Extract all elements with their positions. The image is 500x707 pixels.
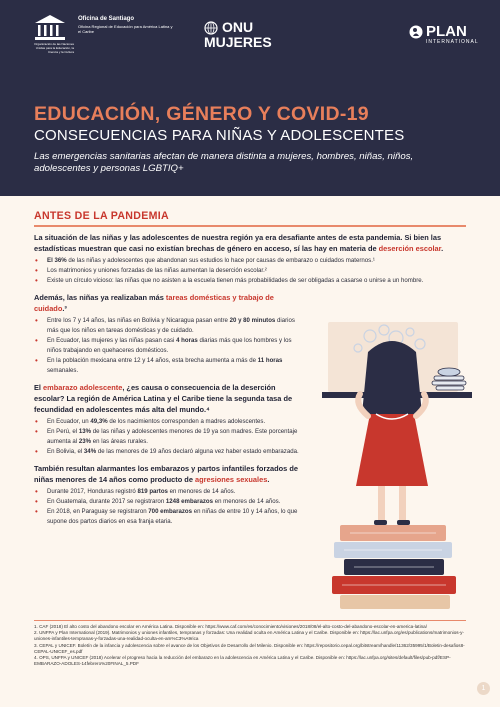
bullet-text: En Ecuador, un [47,418,91,425]
paragraph-3-text-end: , ¿es causa o consecuencia de la deserción escolar? La región de América Latina y el Caribe tiene la segunda tasa de fecundidad en adolescentes más alta del mundo.⁴ [34,383,293,414]
paragraph-2-text: Además, las niñas ya realizaban más [34,293,166,302]
plan-sub-text: INTERNATIONAL [426,39,479,45]
list-item [34,487,306,497]
bullet-list-3 [34,417,306,457]
bullet-text: Durante 2017, Honduras registró [47,488,138,495]
list-item [34,507,306,527]
footnotes [34,620,466,667]
list-item [34,256,470,266]
bullet-text: de las menores de 19 años declaró alguna vez haber estado embarazada. [96,448,299,455]
bullet-text: En Bolivia, el [47,448,84,455]
onu-top-text: ONU [222,19,254,35]
section-title: ANTES DE LA PANDEMIA [34,210,169,222]
bullet-bold: 1248 embarazos [165,498,213,505]
bullet-bold: 20 y 80 minutos [229,317,276,324]
bullet-text: En la población mexicana entre 12 y 14 años, esta brecha aumenta a más de [47,357,258,364]
un-emblem-icon [204,21,218,35]
bullet-bold: 13% [78,428,92,435]
list-item [34,276,470,286]
bullet-text: de las niñas y adolescentes que abandonan sus estudios lo hace por causas de embarazo o cuidados maternos.¹ [66,257,375,264]
bullet-text: En Perú, el [47,428,79,435]
paragraph-1-end: . [441,244,444,253]
paragraph-3-text: El [34,383,44,392]
intro-text: Las emergencias sanitarias afectan de manera distinta a mujeres, hombres, niñas, niños, adolescentes y personas LGBTIQ+ [34,151,414,174]
bullet-list-1 [34,256,470,286]
unesco-office-sub: Oficina Regional de Educación para América Latina y el Caribe [78,24,173,34]
unesco-office-text [78,16,176,34]
footnote: 3. CEPAL y UNICEF. Boletín de la infancia y adolescencia sobre el avance de los Objetivos de Desarrollo del Milenio. Disponible en: https://repositorio.cepal.org/bitstream/handle/11362/35995/1/Boletin-desafios8-CEPAL-UNICEF_es.pdf [34,642,465,654]
bullet-text: diarios más que los niños en tareas domésticas y de cuidado. [47,317,295,334]
list-item [34,427,306,447]
paragraph-2-end: .³ [62,304,67,313]
bullet-text: en niñas de entre 10 y 14 años, lo que supone dos partos diarios en esa franja etaria. [47,508,298,525]
paragraph-3-highlight: embarazo adolescente [43,383,123,392]
bullet-text: de las niñas y adolescentes menores de 19 ya son madres. Este porcentaje aumenta al [47,428,298,445]
bullet-text: diarias más que los hombres y los niños trabajando en quehaceres domésticos. [47,337,292,354]
paragraph-4-text: También resultan alarmantes los embarazos y partos infantiles forzados de niñas menores de 14 años como producto de [34,464,298,484]
footnote: 2. UNFPA y Plan International (2019). Matrimonios y uniones infantiles, tempranas y forzadas: Una realidad oculta en América Latina y el Caribe. Disponible en: https://lac.unfpa.org/es/publications/matrimonios-y-uniones-infantiles-tempranas-y-forzadas-una-realidad-oculta-en-am%C3%A9rica [34,630,464,642]
unesco-office-name: Oficina de Santiago [78,16,135,22]
bullet-bold: 11 horas [257,357,283,364]
bullet-text: de los nacimientos corresponden a madres adolescentes. [107,418,266,425]
plan-international-logo [409,24,479,45]
list-item [34,497,306,507]
paragraph-4-highlight: agresiones sexuales [195,475,268,484]
page-title: EDUCACIÓN, GÉNERO Y COVID-19 [34,103,369,125]
bullet-text: Existe un círculo vicioso: las niñas que no asisten a la escuela tienen más probabilidades de ser obligadas a casarse o unirse a un hombre. [47,277,424,284]
bullet-text: en las áreas rurales. [91,438,148,445]
list-item [34,356,306,376]
paragraph-2 [34,292,306,314]
onu-bottom-text: MUJERES [204,34,272,50]
page-number: 1 [477,682,490,695]
footnote: 1. CAF (2018) El alto costo del abandono escolar en América Latina. Disponible en: https://www.caf.com/es/conocimiento/visiones/2018/08/el-alto-costo-del-abandono-escolar-en-america-latina/ [34,624,427,629]
bullet-text: en menores de 14 años. [213,498,281,505]
footnote: 4. OPS, UNFPA y UNICEF (2018) Acelerar el progreso hacia la reducción del embarazo en la adolescencia en América Latina y el Caribe. Disponible en: https://lac.unfpa.org/sites/default/files/pub-pdf/ESP-EMBARAZO-ADOLES-14febrero%20FINAL_5.PDF [34,655,451,667]
paragraph-4-end: . [267,475,270,484]
list-item [34,316,306,336]
bullet-text: En Ecuador, las mujeres y las niñas pasan casi [47,337,177,344]
bullet-bold: 4 horas [176,337,198,344]
girl-washing-dishes-illustration [310,318,476,612]
unesco-temple-icon [34,14,66,42]
paragraph-1-highlight: deserción escolar [378,244,442,253]
bullet-text: Entre los 7 y 14 años, las niñas en Bolivia y Nicaragua pasan entre [47,317,230,324]
paragraph-1-text: La situación de las niñas y las adolescentes de nuestra región ya era desafiante antes de esta pandemia. Si bien las estadísticas muestran que casi no existían brechas de género en acceso, sí las hay en materia de [34,233,442,253]
bullet-bold: 819 partos [137,488,168,495]
bullet-bold: 23% [78,438,92,445]
list-item [34,417,306,427]
bullet-bold: 49,3% [90,418,108,425]
unesco-org-name: Organización de las Naciones Unidas para la Educación, la Ciencia y la Cultura [34,42,74,54]
list-item [34,447,306,457]
bullet-text: En Guatemala, durante 2017 se registraron [47,498,166,505]
bullet-list-2 [34,316,306,376]
onu-mujeres-logo [204,20,272,50]
bullet-text: Los matrimonios y uniones forzadas de las niñas aumentan la deserción escolar.² [47,267,267,274]
bullet-text: semanales. [47,367,79,374]
list-item [34,266,470,276]
paragraph-3 [34,382,306,415]
paragraph-1 [34,232,470,254]
plan-figure-icon [409,25,423,39]
list-item [34,336,306,356]
header-banner [0,0,500,196]
bullet-bold: 700 embarazos [148,508,192,515]
bullet-bold: El 36% [47,257,67,264]
bullet-list-4 [34,487,306,527]
bullet-text: en menores de 14 años. [167,488,236,495]
paragraph-2-highlight: tareas domésticas y trabajo de cuidado [34,293,274,313]
bullet-bold: 34% [83,448,97,455]
page-subtitle: CONSECUENCIAS PARA NIÑAS Y ADOLESCENTES [34,127,405,144]
bullet-text: En 2018, en Paraguay se registraron [47,508,149,515]
paragraph-4 [34,463,306,485]
section-divider [34,225,466,227]
plan-main-text: PLAN [426,23,467,40]
